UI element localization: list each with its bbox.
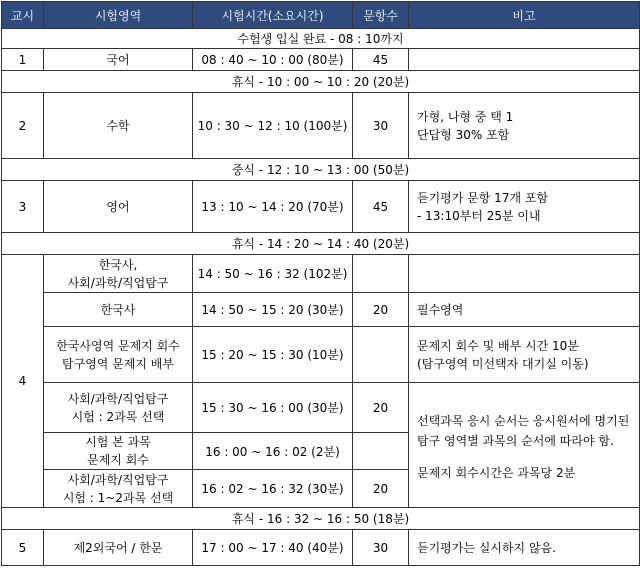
period-number: 5	[2, 530, 44, 566]
break-text: 휴식 - 10 : 00 ~ 10 : 20 (20분)	[2, 71, 640, 93]
period-2-row	[2, 93, 640, 159]
subject-cell	[44, 470, 193, 508]
count-cell	[353, 327, 409, 383]
break-3-row	[2, 508, 640, 530]
subject-line: 시험 본 과목	[85, 435, 151, 449]
subject-cell	[44, 327, 193, 383]
subject-line: 사회/과학/직업탐구	[67, 275, 169, 290]
subject-cell	[44, 255, 193, 293]
break-text: 휴식 - 16 : 32 ~ 16 : 50 (18분)	[2, 508, 640, 530]
note-line: 단답형 30% 포함	[417, 127, 510, 142]
exam-schedule-table	[1, 1, 640, 566]
count-cell: 20	[353, 470, 409, 508]
note-cell	[409, 93, 640, 159]
subject-line: 시험 : 2과목 선택	[71, 409, 165, 424]
note-line: 가형, 나형 중 택 1	[417, 109, 514, 124]
time-cell: 15 : 30 ~ 16 : 00 (30분)	[193, 383, 353, 433]
period-number: 4	[2, 255, 44, 508]
period-4-row-1	[2, 255, 640, 293]
subject-cell: 수학	[44, 93, 193, 159]
note-line: 듣기평가 문항 17개 포함	[417, 190, 549, 205]
subject-cell	[44, 433, 193, 470]
subject-cell: 국어	[44, 49, 193, 71]
period-5-row	[2, 530, 640, 566]
count-cell: 45	[353, 49, 409, 71]
lunch-text: 중식 - 12 : 10 ~ 13 : 00 (50분)	[2, 159, 640, 181]
lunch-row	[2, 159, 640, 181]
period-number: 2	[2, 93, 44, 159]
count-cell	[353, 433, 409, 470]
subject-cell	[44, 383, 193, 433]
time-cell: 08 : 40 ~ 10 : 00 (80분)	[193, 49, 353, 71]
period-number: 3	[2, 181, 44, 233]
header-note: 비고	[409, 2, 640, 29]
header-subject: 시험영역	[44, 2, 193, 29]
note-line: 선택과목 응시 순서는 응시원서에 명기된	[417, 414, 630, 428]
header-row	[2, 2, 640, 29]
period-1-row	[2, 49, 640, 71]
note-cell: 필수영역	[409, 293, 640, 327]
note-cell: 듣기평가는 실시하지 않음.	[409, 530, 640, 566]
subject-line: 시험 : 1~2과목 선택	[62, 490, 174, 505]
note-line: (탐구영역 미선택자 대기실 이동)	[417, 356, 589, 371]
header-time: 시험시간(소요시간)	[193, 2, 353, 29]
checkin-text: 수험생 입실 완료 - 08 : 10까지	[2, 29, 640, 49]
subject-line: 탐구영역 문제지 배부	[62, 356, 174, 371]
subject-cell: 제2외국어 / 한문	[44, 530, 193, 566]
period-4-row-4	[2, 383, 640, 433]
note-cell	[409, 255, 640, 293]
subject-cell: 한국사	[44, 293, 193, 327]
period-4-row-2	[2, 293, 640, 327]
checkin-row	[2, 29, 640, 49]
time-cell: 14 : 50 ~ 15 : 20 (30분)	[193, 293, 353, 327]
period-4-row-3	[2, 327, 640, 383]
count-cell: 20	[353, 293, 409, 327]
note-line: - 13:10부터 25분 이내	[417, 208, 541, 223]
subject-line: 사회/과학/직업탐구	[67, 391, 169, 406]
count-cell: 30	[353, 93, 409, 159]
note-line: 문제지 회수시간은 과목당 2분	[417, 466, 576, 480]
time-cell: 15 : 20 ~ 15 : 30 (10분)	[193, 327, 353, 383]
subject-line: 한국사,	[98, 257, 138, 272]
subject-line: 한국사영역 문제지 회수	[56, 338, 180, 353]
subject-line: 문제지 회수	[87, 453, 149, 467]
note-line: 탐구 영역별 과목의 순서에 따라야 함.	[417, 434, 614, 448]
count-cell: 20	[353, 383, 409, 433]
time-cell: 13 : 10 ~ 14 : 20 (70분)	[193, 181, 353, 233]
time-cell: 16 : 02 ~ 16 : 32 (30분)	[193, 470, 353, 508]
note-cell	[409, 327, 640, 383]
count-cell: 30	[353, 530, 409, 566]
subject-line: 사회/과학/직업탐구	[67, 472, 169, 487]
period-number: 1	[2, 49, 44, 71]
time-cell: 10 : 30 ~ 12 : 10 (100분)	[193, 93, 353, 159]
header-count: 문항수	[353, 2, 409, 29]
time-cell: 17 : 00 ~ 17 : 40 (40분)	[193, 530, 353, 566]
time-cell: 16 : 00 ~ 16 : 02 (2분)	[193, 433, 353, 470]
period-3-row	[2, 181, 640, 233]
count-cell: 45	[353, 181, 409, 233]
break-1-row	[2, 71, 640, 93]
subject-cell: 영어	[44, 181, 193, 233]
time-cell: 14 : 50 ~ 16 : 32 (102분)	[193, 255, 353, 293]
count-cell	[353, 255, 409, 293]
break-2-row	[2, 233, 640, 255]
note-cell	[409, 49, 640, 71]
note-cell	[409, 383, 640, 508]
break-text: 휴식 - 14 : 20 ~ 14 : 40 (20분)	[2, 233, 640, 255]
header-period: 교시	[2, 2, 44, 29]
note-line: 문제지 회수 및 배부 시간 10분	[417, 338, 579, 353]
note-cell	[409, 181, 640, 233]
